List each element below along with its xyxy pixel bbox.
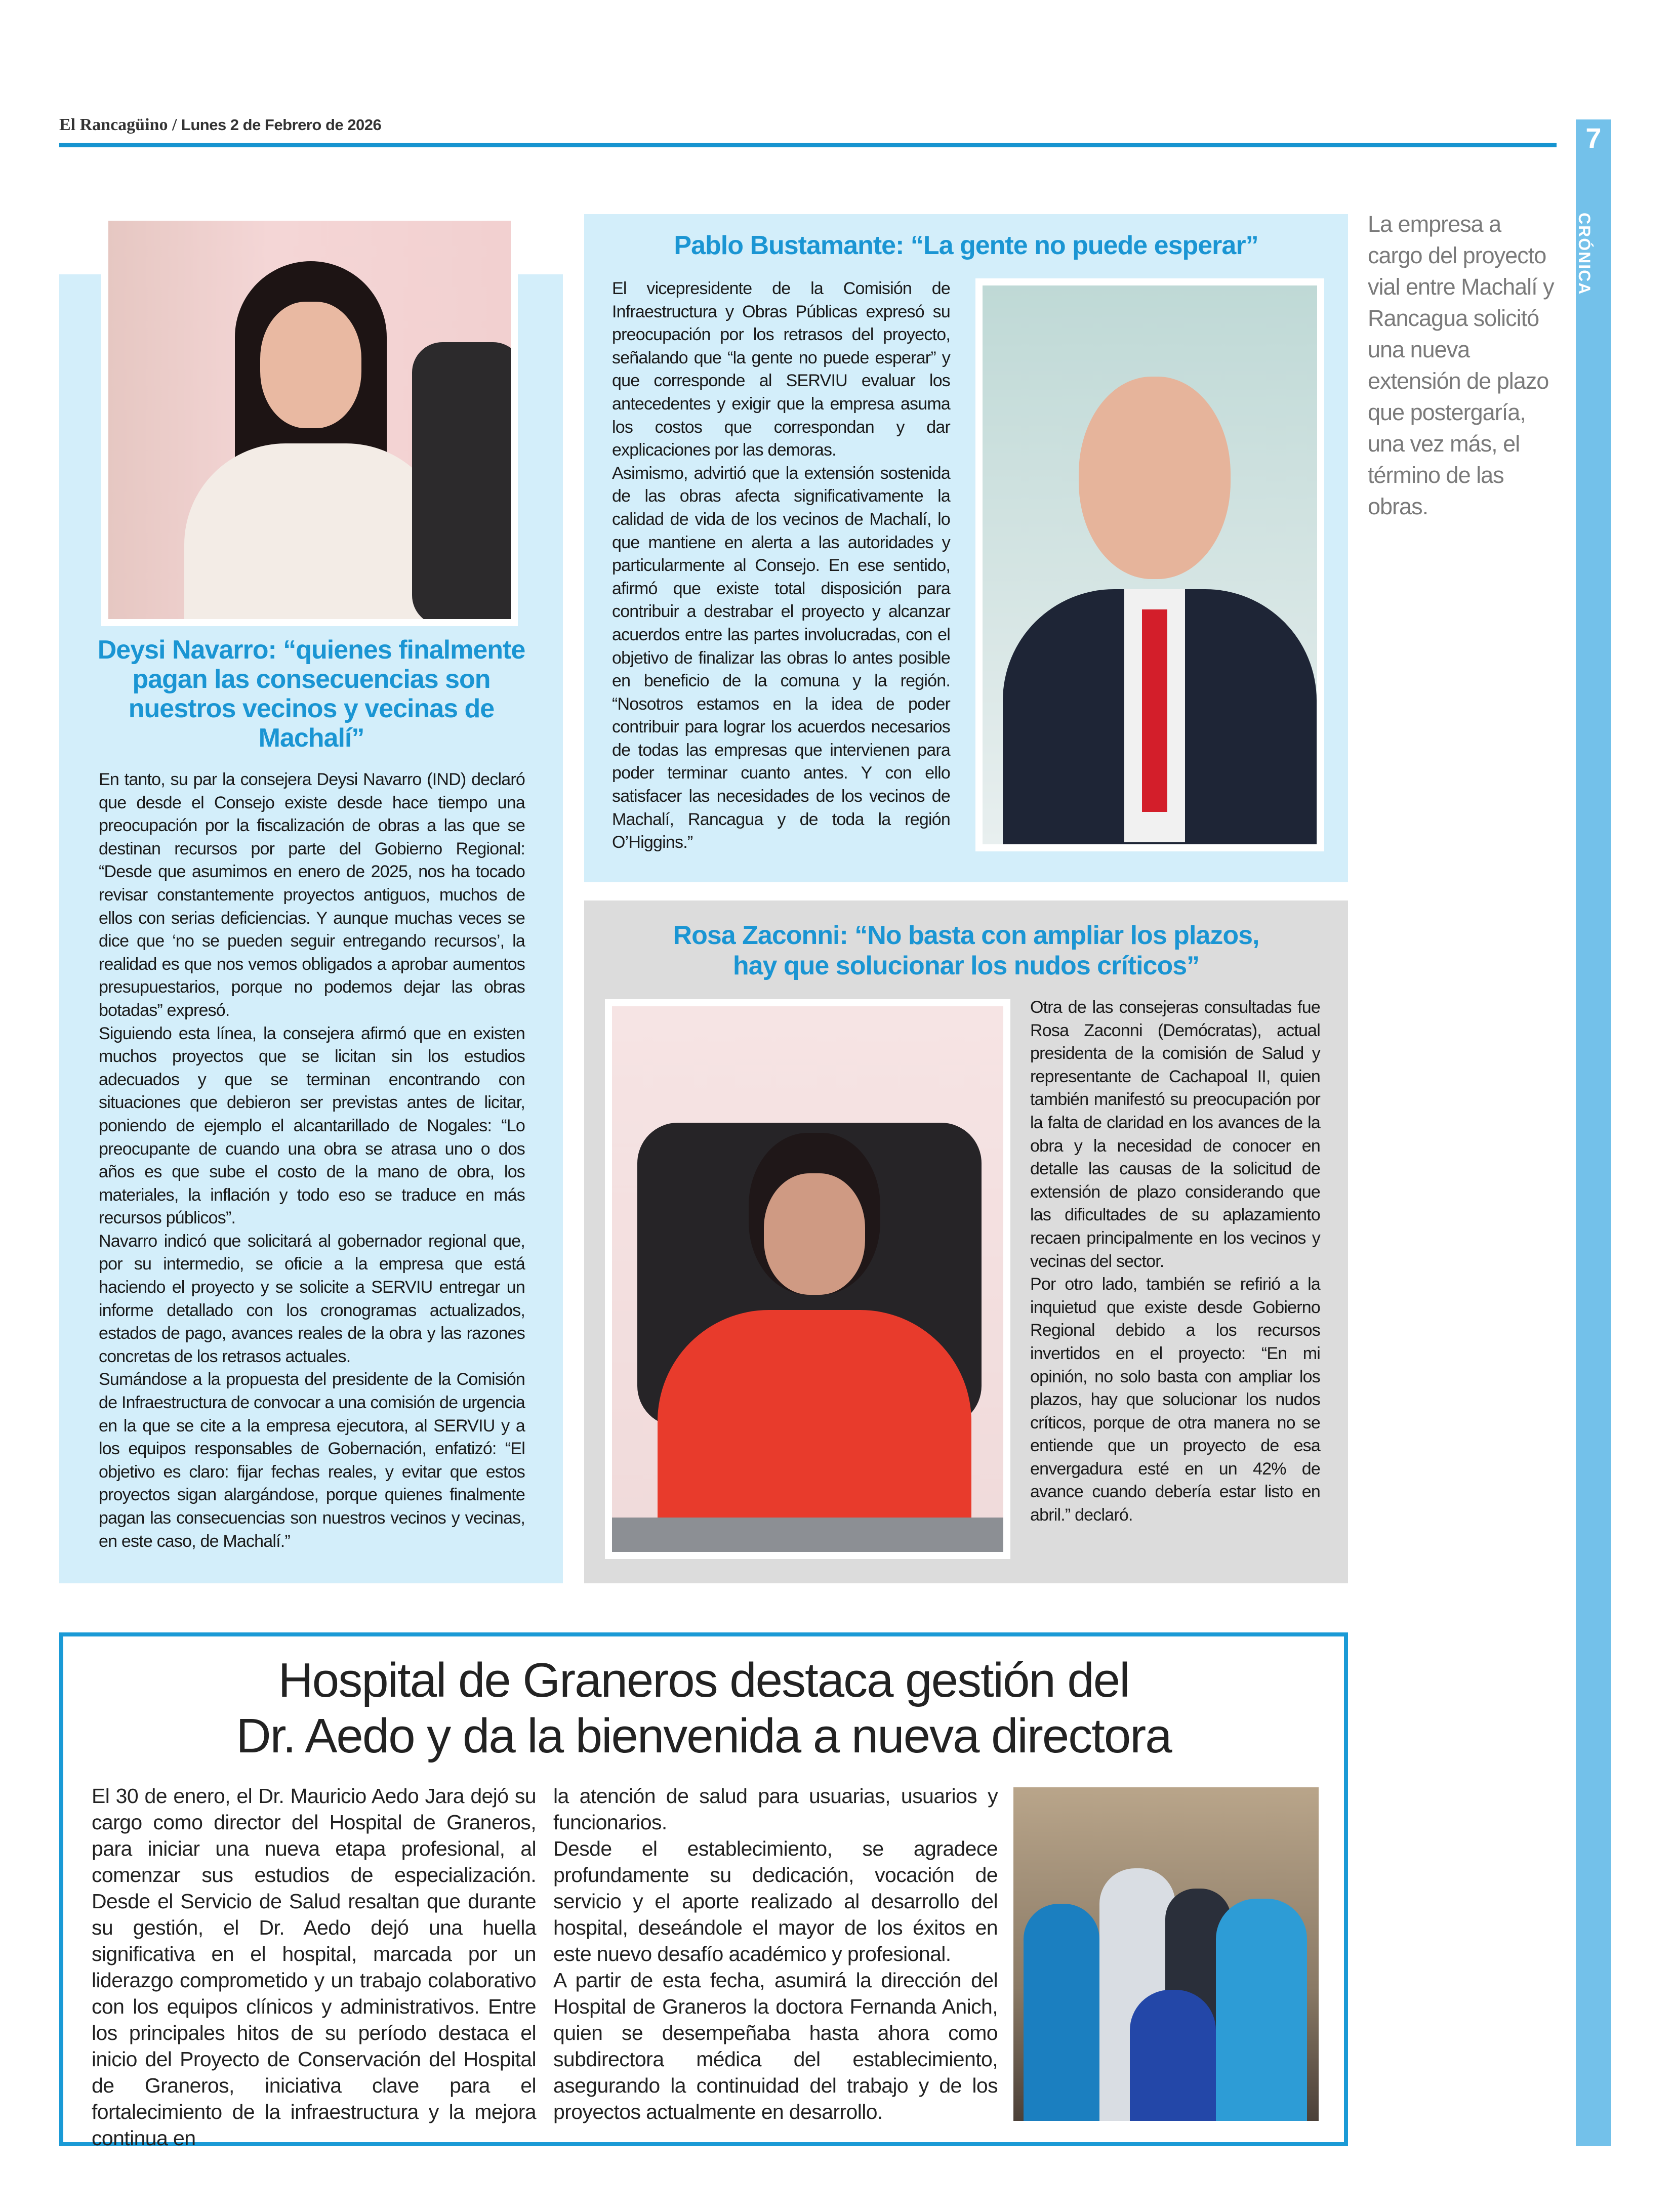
hospital-column-2 <box>553 1783 998 2125</box>
deysi-article-body <box>99 768 525 1553</box>
masthead <box>59 115 381 135</box>
rosa-heading-line: hay que solucionar los nudos críticos” <box>732 951 1200 980</box>
hospital-column-1: El 30 de enero, el Dr. Mauricio Aedo Jara dejó su cargo como director del Hospital de Graneros, para iniciar una nueva etapa profesional, al comenzar sus estudios de especialización. Desde el Servicio de Salud resaltan que durante su gestión, el Dr. Aedo dejó una huella significativa en el hospital, marcada por un liderazgo comprometido y un trabajo colaborativo con los equipos clínicos y administrativos. Entre los principales hitos de su período destaca el inicio del Proyecto de Conservación del Hospital de Graneros, iniciativa clave para el fortalecimiento de la infraestructura y la mejora continua en <box>92 1784 536 2150</box>
rosa-heading <box>584 920 1348 981</box>
paragraph: la atención de salud para usuarias, usuarios y funcionarios. <box>553 1784 998 1834</box>
paragraph: Asimismo, advirtió que la extensión sostenida de las obras afecta significativamente la calidad de vida de los vecinos de Machalí, lo que mantiene en alerta a las autoridades y particularmente al Consejo. En ese sentido, afirmó que existe total disposición para contribuir a destrabar el proyecto y alcanzar acuerdos entre las partes involucradas, con el objetivo de finalizar las obras lo antes posible en beneficio de la comuna y la región. “Nosotros estamos en la idea de poder contribuir para lograr los acuerdos necesarios de todas las empresas que intervienen para poder terminar cuanto antes. Y con ello satisfacer las necesidades de los vecinos de Machalí, Rancagua y de toda la región O’Higgins.” <box>612 463 950 852</box>
headline-line: Hospital de Graneros destaca gestión del <box>278 1653 1129 1707</box>
paragraph: Por otro lado, también se refirió a la inquietud que existe desde Gobierno Regional debido a los recursos invertidos en el proyecto: “En mi opinión, no solo basta con ampliar los plazos, hay que solucionar los nudos críticos, porque de otra manera no se entiende que un proyecto de esa envergadura esté en un 42% de avance cuando debería estar listo en abril.” declaró. <box>1030 1275 1320 1525</box>
paragraph: Otra de las consejeras consultadas fue Rosa Zaconni (Demócratas), actual presidenta de la comisión de Salud y representante de Cachapoal II, quien también manifestó su preocupación por la falta de claridad en los avances de la obra y la necesidad de conocer en detalle las causas de la solicitud de extensión de plazo considerando que las dificultades de su aplazamiento recaen principalmente en los vecinos y vecinas del sector. <box>1030 998 1320 1271</box>
paragraph: Navarro indicó que solicitará al gobernador regional que, por su intermedio, se oficie a la empresa que está haciendo el proyecto y se solicite a SERVIU entregar un informe detallado con los cronogramas actualizados, estados de pago, avances reales de la obra y las razones concretas de los retrasos actuales. <box>99 1231 525 1366</box>
headline-line: Dr. Aedo y da la bienvenida a nueva directora <box>236 1709 1171 1763</box>
rosa-heading-line: Rosa Zaconni: “No basta con ampliar los plazos, <box>673 921 1259 950</box>
hospital-staff-photo <box>1013 1787 1319 2121</box>
publication-name: El Rancagüino / <box>59 115 177 134</box>
section-label: CRÓNICA <box>1575 213 1594 296</box>
paragraph: Siguiendo esta línea, la consejera afirmó que en existen muchos proyectos que se licitan sin los estudios adecuados y que se terminan encontrando con situaciones que debieron ser previstas antes de licitar, poniendo de ejemplo el alcantarillado de Nogales: “Lo preocupante de cuando una obra se atrasa uno o dos años es que sube el costo de la mano de obra, los materiales, la inflación y todo eso se traduce en más recursos públicos”. <box>99 1023 525 1228</box>
paragraph: Sumándose a la propuesta del presidente de la Comisión de Infraestructura de convocar a una comisión de urgencia en la que se cite a la empresa ejecutora, al SERVIU y a los equipos responsables de Gobernación, enfatizó: “El objetivo es claro: fijar fechas reales, y evitar que estos proyectos sigan alargándose, porque quienes finalmente pagan las consecuencias son nuestros vecinos y vecinas, en este caso, de Machalí.” <box>99 1370 525 1551</box>
deysi-navarro-photo <box>101 214 518 626</box>
paragraph: En tanto, su par la consejera Deysi Navarro (IND) declaró que desde el Consejo existe desde hace tiempo una preocupación por la fiscalización de obras a las que se destinan recursos por parte del Gobierno Regional: “Desde que asumimos en enero de 2025, nos ha tocado revisar constantemente proyectos antiguos, muchos de ellos con serias deficiencias. Y aunque muchas veces se dice que ‘no se pueden seguir entregando recursos’, la realidad es que nos vemos obligados a aprobar aumentos presupuestarios, porque no podemos dejar las obras botadas” expresó. <box>99 770 525 1020</box>
paragraph: El vicepresidente de la Comisión de Infraestructura y Obras Públicas expresó su preocupación por los retrasos del proyecto, señalando que “la gente no puede esperar” y que corresponde al SERVIU evaluar los antecedentes y exigir que la empresa asuma los costos que correspondan y dar explicaciones por las demoras. <box>612 279 950 460</box>
header-rule <box>59 143 1557 147</box>
deysi-heading: Deysi Navarro: “quienes finalmente pagan las consecuencias son nuestros vecinos y vecinas de Machalí” <box>97 635 525 753</box>
hospital-headline <box>59 1653 1348 1764</box>
page-number: 7 <box>1585 122 1602 154</box>
rosa-zaconni-photo <box>605 999 1010 1559</box>
side-pull-quote: La empresa a cargo del proyecto vial entre Machalí y Rancagua solicitó una nueva extensión de plazo que postergaría, una vez más, el término de las obras. <box>1368 211 1554 519</box>
paragraph: A partir de esta fecha, asumirá la dirección del Hospital de Graneros la doctora Fernanda Anich, quien se desempeñaba hasta ahora como subdirectora médica del establecimiento, asegurando la continuidad del trabajo y de los proyectos actualmente en desarrollo. <box>553 1969 998 2123</box>
pablo-bustamante-photo <box>975 278 1324 851</box>
section-strip <box>1576 119 1611 2146</box>
paragraph: Desde el establecimiento, se agradece profundamente su dedicación, vocación de servicio y el aporte realizado al desarrollo del hospital, deseándole el mayor de los éxitos en este nuevo desafío académico y profesional. <box>553 1837 998 1965</box>
issue-date: Lunes 2 de Febrero de 2026 <box>181 116 382 134</box>
rosa-article-body <box>1030 996 1320 1527</box>
pablo-heading: Pablo Bustamante: “La gente no puede esperar” <box>674 231 1258 260</box>
pablo-article-body <box>612 277 950 854</box>
